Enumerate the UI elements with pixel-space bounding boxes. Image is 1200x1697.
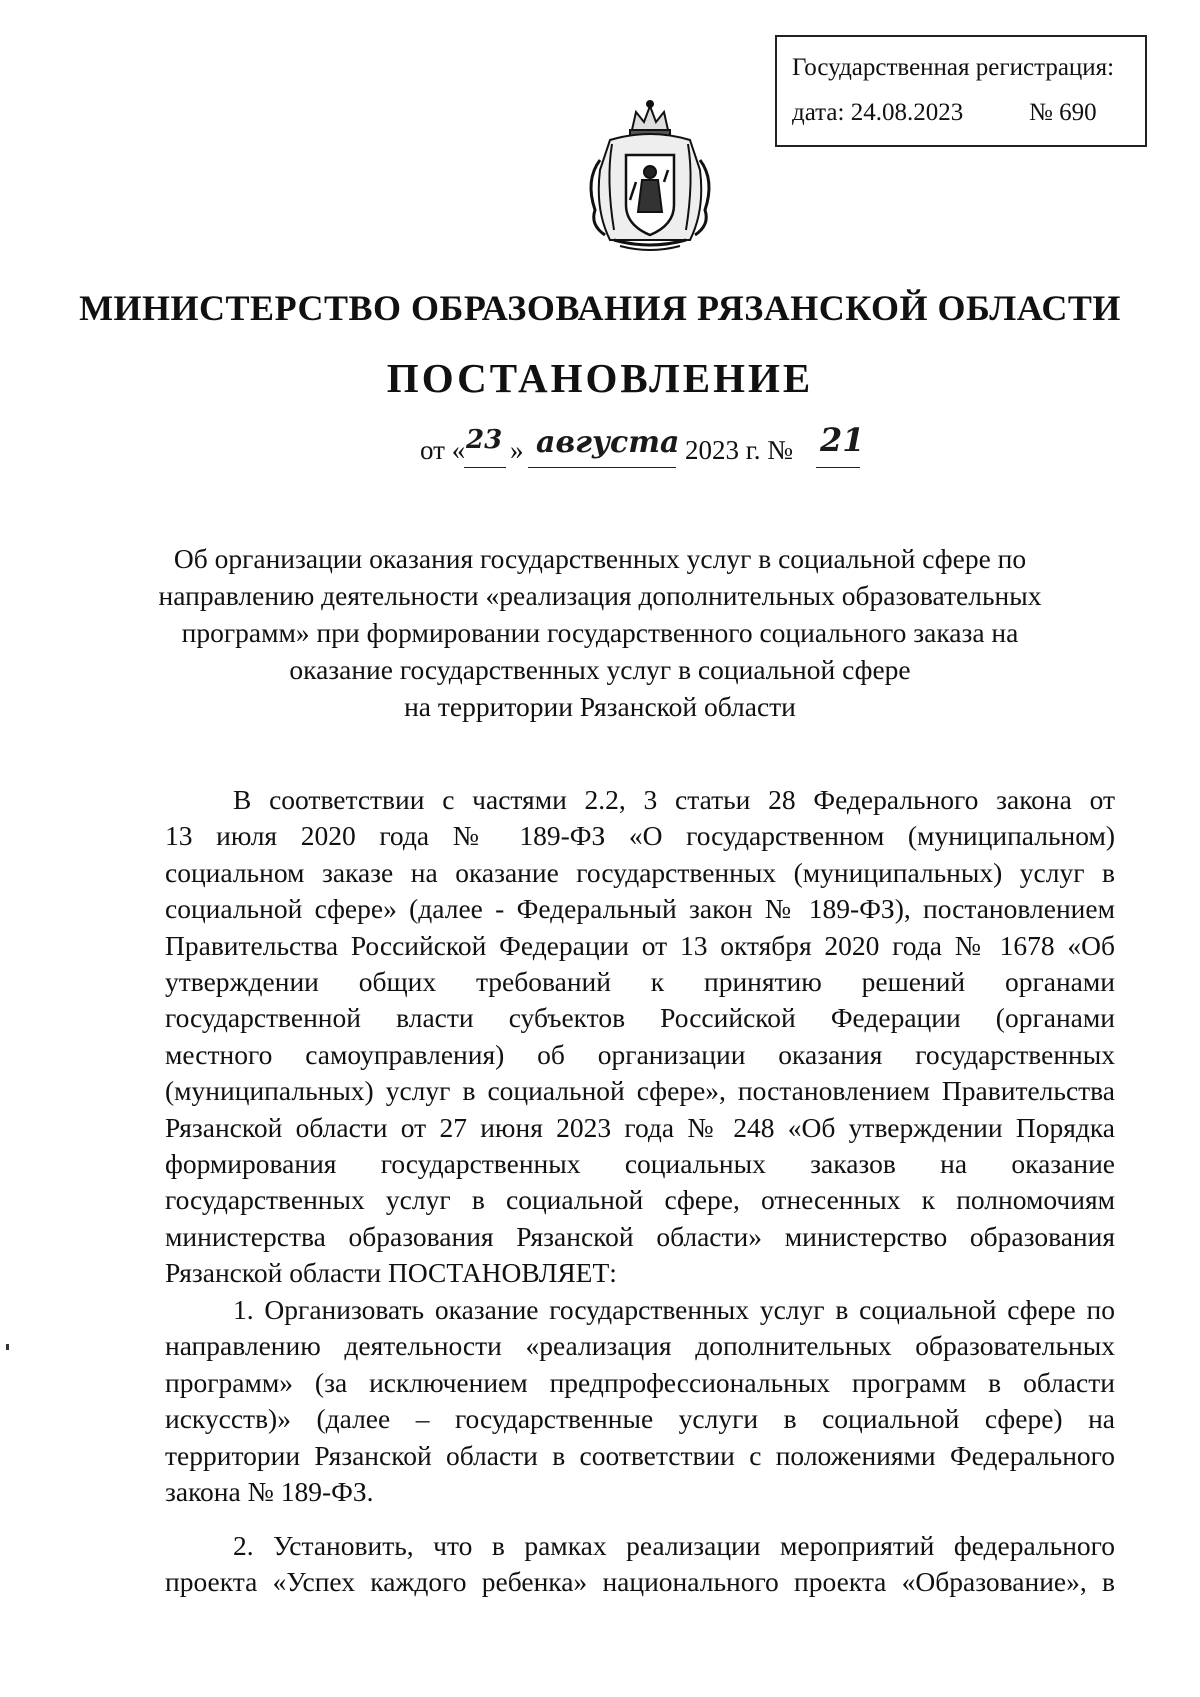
- preamble-line: государственных услуг в социальной сфере, отнесенных к полномочиям: [165, 1184, 1115, 1216]
- day-underline: [464, 467, 506, 468]
- title-line: на территории Рязанской области: [404, 691, 796, 722]
- document-dateline: [420, 421, 900, 475]
- item-1-paragraph: [165, 1292, 1115, 1510]
- dateline-quote-close: »: [510, 435, 524, 465]
- item-1-line: 1. Организовать оказание государственных услуг в социальной сфере по: [233, 1294, 1115, 1325]
- title-line: оказание государственных услуг в социальной сфере: [289, 654, 911, 685]
- preamble-line: 13 июля 2020 года № 189-ФЗ «О государственном (муниципальном): [165, 820, 1115, 852]
- item-2-line: проекта «Успех каждого ребенка» национального проекта «Образование», в: [165, 1566, 1115, 1598]
- ministry-name: МИНИСТЕРСТВО ОБРАЗОВАНИЯ РЯЗАНСКОЙ ОБЛАСТИ: [79, 288, 1121, 328]
- number-underline: [816, 467, 860, 468]
- coat-of-arms-emblem: [570, 100, 730, 255]
- item-1-line: программ» (за исключением предпрофессиональных программ в области: [165, 1366, 1115, 1398]
- item-1-line: закона № 189-ФЗ.: [165, 1476, 374, 1508]
- document-title: [140, 540, 1060, 725]
- preamble-line: государственной власти субъектов Российской Федерации (органами: [165, 1002, 1115, 1034]
- preamble-line: Правительства Российской Федерации от 13 октября 2020 года № 1678 «Об: [165, 929, 1115, 961]
- scan-mark: [6, 1344, 9, 1350]
- item-1-line: направлению деятельности «реализация дополнительных образовательных: [165, 1330, 1115, 1362]
- handwritten-day: 23: [466, 425, 503, 455]
- preamble-paragraph: [165, 782, 1115, 1292]
- item-2-line: 2. Установить, что в рамках реализации мероприятий федерального: [233, 1530, 1115, 1561]
- handwritten-month: августа: [536, 425, 680, 460]
- preamble-line: (муниципальных) услуг в социальной сфере», постановлением Правительства: [165, 1075, 1115, 1107]
- registration-stamp: [775, 35, 1147, 147]
- registration-title: Государственная регистрация:: [792, 54, 1115, 81]
- preamble-line: утверждении общих требований к принятию решений органами: [165, 966, 1115, 998]
- registration-date: дата: 24.08.2023: [792, 99, 964, 126]
- preamble-line: социальной сфере» (далее - Федеральный закон № 189-ФЗ), постановлением: [165, 893, 1115, 925]
- title-line: программ» при формировании государственного социального заказа на: [181, 617, 1019, 648]
- preamble-line: В соответствии с частями 2.2, 3 статьи 28 Федерального закона от: [233, 784, 1115, 815]
- registration-number: № 690: [1029, 99, 1097, 126]
- title-line: направлению деятельности «реализация дополнительных образовательных: [158, 580, 1042, 611]
- month-underline: [528, 467, 676, 468]
- preamble-line: министерства образования Рязанской области» министерство образования: [165, 1220, 1115, 1252]
- preamble-line: местного самоуправления) об организации оказания государственных: [165, 1038, 1115, 1070]
- document-type: ПОСТАНОВЛЕНИЕ: [386, 355, 814, 401]
- preamble-line: Рязанской области ПОСТАНОВЛЯЕТ:: [165, 1257, 617, 1289]
- title-line: Об организации оказания государственных услуг в социальной сфере по: [173, 543, 1027, 574]
- preamble-line: социальном заказе на оказание государственных (муниципальных) услуг в: [165, 856, 1115, 888]
- dateline-year-number: 2023 г. №: [685, 435, 794, 465]
- preamble-line: Рязанской области от 27 июня 2023 года № 248 «Об утверждении Порядка: [165, 1111, 1115, 1143]
- preamble-line: формирования государственных социальных заказов на оказание: [165, 1148, 1115, 1180]
- item-2-paragraph: [165, 1528, 1115, 1601]
- handwritten-number: 21: [820, 421, 865, 459]
- dateline-prefix: от «: [420, 435, 466, 465]
- item-1-line: искусств)» (далее – государственные услуги в социальной сфере) на: [165, 1403, 1115, 1435]
- item-1-line: территории Рязанской области в соответствии с положениями Федерального: [165, 1439, 1115, 1471]
